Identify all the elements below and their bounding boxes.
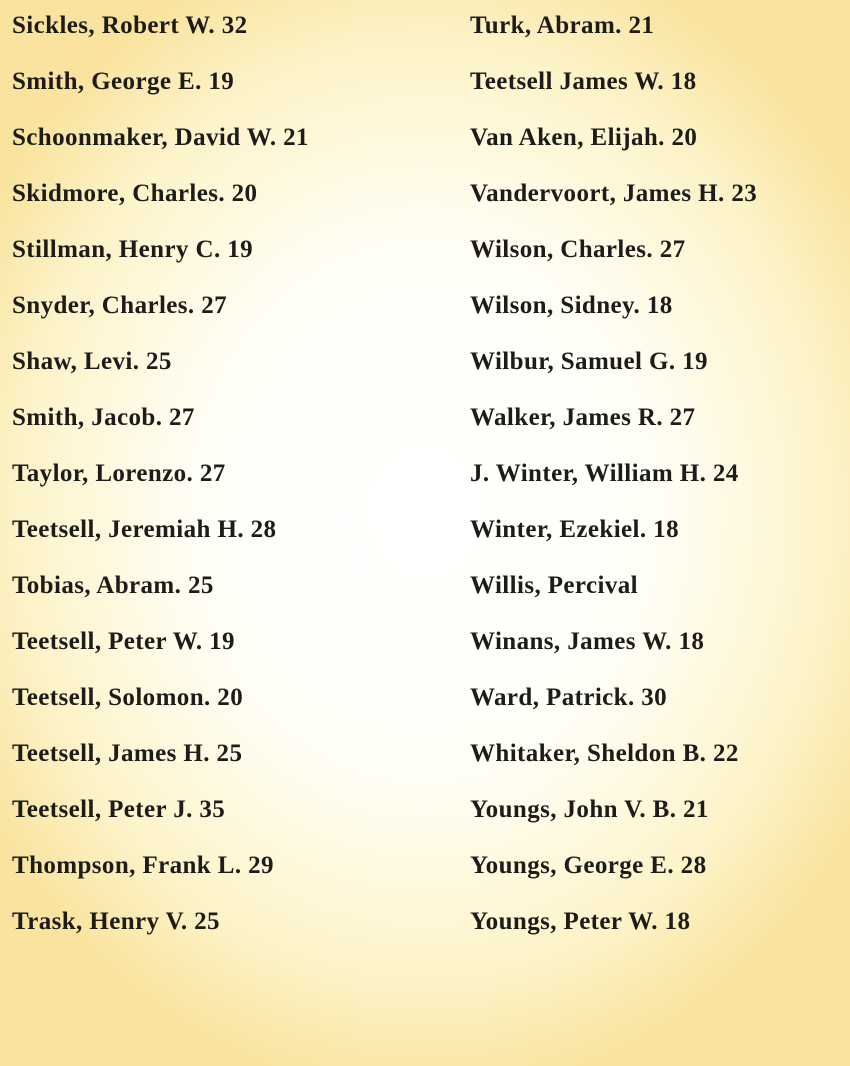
roster-entry: J. Winter, William H. 24	[470, 460, 739, 487]
roster-entry: Youngs, John V. B. 21	[470, 796, 709, 823]
roster-entry: Willis, Percival	[470, 572, 638, 599]
roster-entry: Snyder, Charles. 27	[12, 292, 228, 319]
roster-entry: Teetsell, Peter J. 35	[12, 796, 226, 823]
roster-entry: Stillman, Henry C. 19	[12, 236, 254, 263]
roster-entry: Sickles, Robert W. 32	[12, 12, 248, 39]
roster-entry: Trask, Henry V. 25	[12, 908, 220, 935]
left-name-column	[12, 8, 309, 960]
roster-entry: Teetsell James W. 18	[470, 68, 697, 95]
roster-entry: Teetsell, James H. 25	[12, 740, 243, 767]
roster-entry: Turk, Abram. 21	[470, 12, 655, 39]
right-name-column	[470, 8, 757, 960]
roster-entry: Winans, James W. 18	[470, 628, 705, 655]
roster-entry: Teetsell, Peter W. 19	[12, 628, 235, 655]
roster-entry: Skidmore, Charles. 20	[12, 180, 258, 207]
roster-entry: Tobias, Abram. 25	[12, 572, 214, 599]
roster-entry: Teetsell, Jeremiah H. 28	[12, 516, 277, 543]
roster-entry: Youngs, George E. 28	[470, 852, 707, 879]
roster-entry: Smith, Jacob. 27	[12, 404, 195, 431]
roster-entry: Ward, Patrick. 30	[470, 684, 668, 711]
roster-entry: Vandervoort, James H. 23	[470, 180, 758, 207]
roster-entry: Taylor, Lorenzo. 27	[12, 460, 226, 487]
roster-entry: Teetsell, Solomon. 20	[12, 684, 244, 711]
roster-entry: Wilson, Sidney. 18	[470, 292, 673, 319]
roster-entry: Whitaker, Sheldon B. 22	[470, 740, 739, 767]
roster-entry: Smith, George E. 19	[12, 68, 235, 95]
roster-entry: Shaw, Levi. 25	[12, 348, 172, 375]
roster-entry: Walker, James R. 27	[470, 404, 696, 431]
roster-entry: Youngs, Peter W. 18	[470, 908, 691, 935]
roster-entry: Thompson, Frank L. 29	[12, 852, 274, 879]
roster-entry: Winter, Ezekiel. 18	[470, 516, 679, 543]
roster-entry: Schoonmaker, David W. 21	[12, 124, 309, 151]
roster-entry: Wilson, Charles. 27	[470, 236, 686, 263]
roster-entry: Wilbur, Samuel G. 19	[470, 348, 708, 375]
roster-entry: Van Aken, Elijah. 20	[470, 124, 698, 151]
